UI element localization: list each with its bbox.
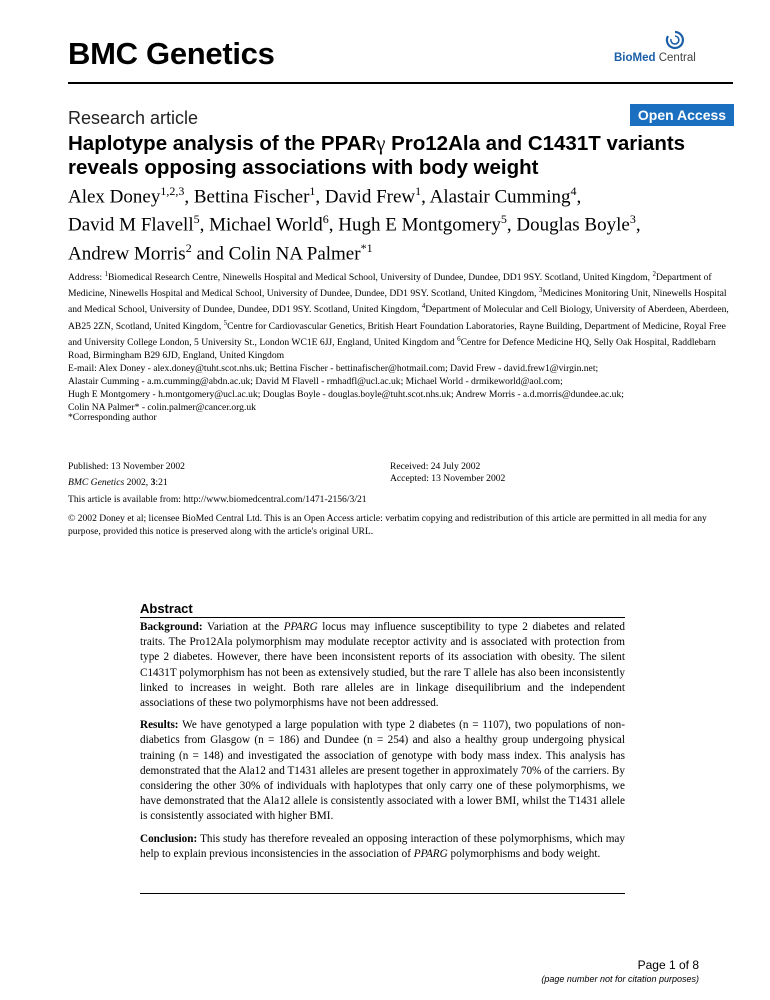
citation-journal: BMC Genetics bbox=[68, 477, 125, 488]
header-divider bbox=[68, 82, 733, 84]
author: Michael World bbox=[209, 214, 323, 236]
open-access-badge: Open Access bbox=[630, 104, 734, 126]
author: Alastair Cumming bbox=[429, 186, 571, 208]
abstract-section bbox=[140, 600, 625, 862]
conclusion-text: This study has therefore revealed an opposing interaction of these polymorphisms, which may help to explain previous inconsistencies in the association of bbox=[140, 832, 625, 860]
author: Hugh E Montgomery bbox=[338, 214, 501, 236]
abstract-bottom-rule bbox=[140, 893, 625, 894]
author-affiliation: 1 bbox=[415, 184, 422, 198]
author: Douglas Boyle bbox=[516, 214, 630, 236]
affiliation-text: Department of Molecular and Cell Biology, University of Aberdeen, Aberdeen, AB25 2ZN, Scotland, United Kingdom, bbox=[68, 304, 729, 332]
author: Andrew Morris bbox=[68, 242, 186, 264]
abstract-heading: Abstract bbox=[140, 601, 193, 616]
accepted-date: Accepted: 13 November 2002 bbox=[390, 473, 506, 484]
title-gamma: γ bbox=[376, 133, 386, 155]
affiliations bbox=[68, 268, 733, 362]
author-affiliation: 5 bbox=[193, 212, 200, 227]
background-label: Background: bbox=[140, 621, 203, 633]
abstract-results bbox=[140, 718, 625, 824]
article-title bbox=[68, 132, 733, 179]
author-affiliation: 6 bbox=[322, 212, 329, 227]
email-line: Colin NA Palmer* - colin.palmer@cancer.org.uk bbox=[68, 402, 256, 413]
author-affiliation: 1,2,3 bbox=[160, 184, 185, 198]
received-date: Received: 24 July 2002 bbox=[390, 461, 481, 472]
affiliation-number: 5 bbox=[223, 318, 228, 327]
conclusion-gene: PPARG bbox=[413, 847, 448, 860]
article-url-note[interactable]: This article is available from: http://www.biomedcentral.com/1471-2156/3/21 bbox=[68, 494, 367, 505]
affiliation-text: Centre for Defence Medicine HQ, Selly Oak Hospital, Raddlebarn Road, Birmingham B29 6JD, England, United Kingdom bbox=[68, 336, 716, 361]
author-list: Alex Doney$^{1,2,3}$, Bettina Fischer$^1$, David Frew$^1$, Alastair Cumming$^4$, David M Flavell$^5$, Michael World$^6$, Hugh E Montgomery$^5$, Douglas Boyle$^3$, Andrew Morris$^2$ and Colin NA Palmer$^{*1}$ bbox=[68, 184, 641, 264]
title-part-1: Haplotype analysis of the PPAR bbox=[68, 132, 377, 155]
citation bbox=[68, 476, 168, 489]
page-number: Page 1 of 8 bbox=[637, 958, 699, 972]
conclusion-label: Conclusion: bbox=[140, 832, 198, 845]
author: Bettina Fischer bbox=[193, 186, 310, 208]
affiliation-number: 2 bbox=[652, 270, 656, 278]
affiliation-number: 1 bbox=[104, 270, 109, 278]
author: David M Flavell bbox=[68, 214, 194, 236]
author-affiliation: 5 bbox=[500, 212, 507, 227]
affiliation-text: Centre for Cardiovascular Genetics, British Heart Foundation Laboratories, Rayne Building, Department of Medicine, Royal Free and University College London, 5 University St., London WC1E 6JJ, England, United Kingdom and bbox=[68, 320, 726, 348]
email-list bbox=[68, 362, 733, 414]
citation-volume: 3 bbox=[150, 477, 156, 488]
affiliation-text: Department of Medicine, Ninewells Hospital and Medical School, University of Dundee, Dundee, DD1 9SY. Scotland, United Kingdom, bbox=[68, 272, 712, 300]
abstract-top-rule bbox=[140, 617, 625, 618]
author-affiliation: 3 bbox=[629, 212, 636, 227]
author: David Frew bbox=[324, 186, 416, 208]
copyright-notice: © 2002 Doney et al; licensee BioMed Central Ltd. This is an Open Access article: verbatim copying and redistribution of this article are permitted in all media for any purpose, provided this notice is preserved along with the article's original URL. bbox=[68, 513, 707, 537]
email-line: Alastair Cumming - a.m.cumming@abdn.ac.uk; David M Flavell - rmhadfl@ucl.ac.uk; Michael World - drmikeworld@aol.com; bbox=[68, 376, 563, 387]
biomed-central-logo bbox=[602, 30, 732, 70]
author: Colin NA Palmer bbox=[228, 242, 361, 264]
affiliation-number: 6 bbox=[457, 334, 461, 343]
affiliation-text: Medicines Monitoring Unit, Ninewells Hospital and Medical School, University of Dundee, Dundee, DD1 9SY. Scotland, United Kingdom, bbox=[68, 288, 727, 316]
results-label: Results: bbox=[140, 719, 179, 732]
affiliation-text: Biomedical Research Centre, Ninewells Hospital and Medical School, University of Dundee, Dundee, DD1 9SY. Scotland, United Kingdom, bbox=[108, 272, 653, 284]
logo-central-text: Central bbox=[655, 52, 696, 64]
author-affiliation: *1 bbox=[360, 240, 373, 255]
published-date: Published: 13 November 2002 bbox=[68, 461, 185, 472]
affiliation-number: 3 bbox=[538, 286, 543, 295]
results-text: We have genotyped a large population with type 2 diabetes (n = 1107), two populations of non-diabetics from Glasgow (n = 186) and Dundee (n = 254) and also a healthy group undergoing physical training (n = 148) and investigated the association of genotype with body mass index. This analysis has demonstrated that the Ala12 and T1431 alleles are present together in approximately 70% of the carriers. By considering the other 30% of individuals with haplotypes that only carry one of these polymorphisms, we have demonstrated that the Ala12 allele is consistently associated with a lower BMI, whilst the T1431 allele is consistently associated with higher BMI. bbox=[140, 719, 625, 823]
author: Alex Doney bbox=[68, 186, 161, 208]
background-text: Variation at the bbox=[202, 621, 284, 633]
article-type: Research article bbox=[68, 108, 199, 128]
author-affiliation: 1 bbox=[309, 184, 316, 198]
citation-year: 2002, bbox=[124, 477, 151, 488]
corresponding-author-note: *Corresponding author bbox=[68, 412, 157, 423]
abstract-conclusion bbox=[140, 832, 625, 862]
logo-bio-text: BioMed bbox=[614, 52, 656, 64]
author-affiliation: 4 bbox=[570, 184, 577, 198]
author-and: and bbox=[196, 242, 224, 264]
email-line: Hugh E Montgomery - h.montgomery@ucl.ac.uk; Douglas Boyle - douglas.boyle@tuht.scot.nhs.uk; Andrew Morris - a.d.morris@dundee.ac.uk; bbox=[68, 389, 624, 400]
abstract-background bbox=[140, 620, 625, 711]
citation-page: :21 bbox=[155, 477, 168, 488]
title-part-2: Pro12Ala and C1431T variants reveals opposing associations with body weight bbox=[68, 132, 686, 179]
journal-name: BMC Genetics bbox=[68, 36, 275, 71]
conclusion-text: polymorphisms and body weight. bbox=[447, 847, 601, 860]
email-line: E-mail: Alex Doney - alex.doney@tuht.scot.nhs.uk; Bettina Fischer - bettinafischer@hotmail.com; David Frew - david.frew1@virgin.net; bbox=[68, 363, 599, 374]
background-text: locus may influence susceptibility to type 2 diabetes and related traits. The Pro12Ala polymorphism may modulate receptor activity and is associated with protection from type 2 diabetes. However, there have been inconsistent reports of its association with obesity. The silent C1431T polymorphism has not been as extensively studied, but the rare T allele has also been inconsistently linked to increases in weight. Both rare alleles are in linkage disequilibrium and the independent associations of these two polymorphisms have not been addressed. bbox=[140, 621, 625, 710]
page-number-note: (page number not for citation purposes) bbox=[541, 974, 699, 984]
affiliation-number: 4 bbox=[421, 302, 426, 311]
background-gene: PPARG bbox=[283, 621, 318, 633]
address-label: Address: bbox=[68, 272, 105, 284]
biomed-central-logo-icon bbox=[662, 30, 688, 52]
author-affiliation: 2 bbox=[185, 240, 192, 255]
